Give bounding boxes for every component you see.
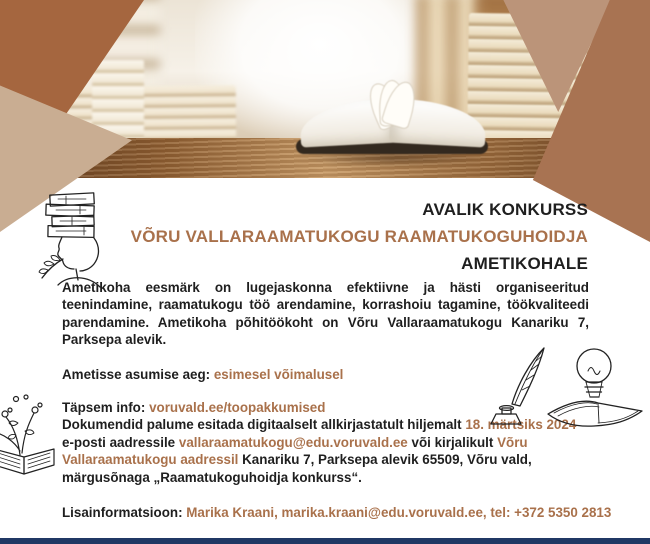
- address-highlight-1: Võru: [497, 434, 528, 450]
- start-time-line: [62, 367, 343, 382]
- contact-line: [62, 505, 611, 520]
- documents-text: Dokumendid palume esitada digitaalselt allkirjastatult hiljemalt: [62, 417, 462, 433]
- start-time-value: esimesel võimalusel: [213, 367, 344, 382]
- intro-paragraph: Ametikoha eesmärk on lugejaskonna efektiivne ja hästi organiseeritud teenindamine, raamatukogu töö arendamine, korrashoiu tagamine, töökvaliteedi parendamine. Ametikoha põhitöökoht on Võru Vallaraamatukogu Kanariku 7, Parksepa alevik.: [62, 280, 589, 348]
- reader-with-book-stack-illustration: [36, 192, 108, 288]
- photo-open-book: [292, 84, 492, 162]
- keyword-text: märgusõnaga „Raamatukoguhoidja konkurss“.: [62, 469, 362, 485]
- address-text: Kanariku 7, Parksepa alevik 65509, Võru vald,: [242, 452, 532, 468]
- title-line-2: VÕRU VALLARAAMATUKOGU RAAMATUKOGUHOIDJA: [130, 227, 588, 246]
- info-link[interactable]: voruvald.ee/toopakkumised: [149, 400, 326, 415]
- poster-title-block: [131, 196, 588, 277]
- email-line: [62, 434, 576, 451]
- email-pre-text: e-posti aadressile: [62, 434, 176, 450]
- contact-label: Lisainformatsioon:: [62, 505, 183, 520]
- footer-accent-bar: [0, 538, 650, 544]
- deadline-date: 18. märtsiks 2024: [465, 417, 577, 433]
- address-line: [62, 451, 576, 468]
- email-link[interactable]: vallaraamatukogu@edu.voruvald.ee: [178, 434, 408, 450]
- title-line-1: AVALIK KONKURSS: [422, 200, 588, 219]
- address-highlight-2: Vallaraamatukogu aadressil: [62, 452, 239, 468]
- email-post-text: või kirjalikult: [411, 434, 494, 450]
- keyword-line: [62, 469, 576, 486]
- flowers-book-illustration: [0, 391, 60, 479]
- info-label: Täpsem info:: [62, 400, 146, 415]
- quill-bulb-book-illustration: [478, 340, 650, 436]
- title-line-3: AMETIKOHALE: [461, 254, 588, 273]
- start-time-label: Ametisse asumise aeg:: [62, 367, 211, 382]
- contact-value[interactable]: Marika Kraani, marika.kraani@edu.voruvald.ee, tel: +372 5350 2813: [186, 505, 612, 520]
